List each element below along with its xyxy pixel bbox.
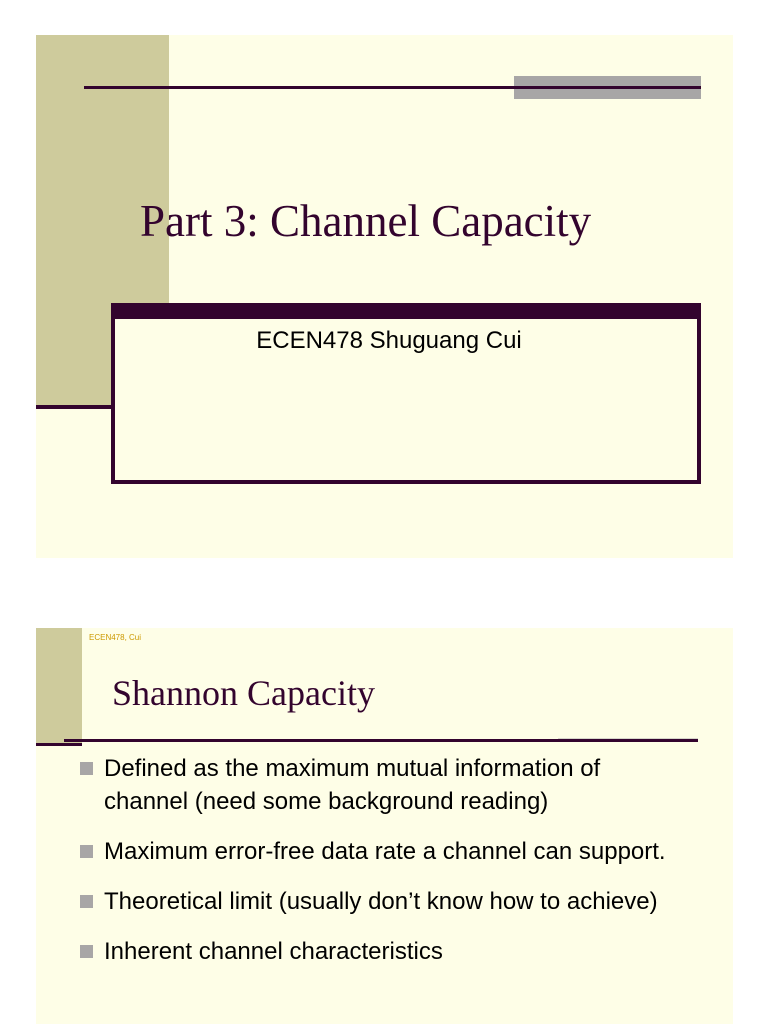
slide-2 (36, 628, 733, 1024)
list-item (80, 835, 680, 868)
left-rule (36, 405, 112, 409)
bullet-text: Defined as the maximum mutual information of channel (need some background reading) (104, 755, 601, 815)
list-item (80, 752, 680, 818)
square-bullet-icon (80, 895, 93, 908)
bullet-list (80, 752, 680, 985)
header-note: ECEN478, Cui (89, 633, 142, 642)
bullet-text: Theoretical limit (usually don’t know how to achieve) (104, 888, 658, 915)
accent-bar-line (514, 86, 701, 89)
side-band (36, 628, 82, 744)
slide-1 (36, 35, 733, 558)
slide-title: Part 3: Channel Capacity (140, 196, 592, 246)
slide-title: Shannon Capacity (112, 673, 375, 713)
bullet-text: Inherent channel characteristics (104, 938, 443, 965)
slide-subtitle: ECEN478 Shuguang Cui (256, 327, 522, 354)
title-rule (64, 739, 698, 742)
square-bullet-icon (80, 762, 93, 775)
bullet-text: Maximum error-free data rate a channel can support. (104, 838, 666, 865)
list-item (80, 885, 680, 918)
square-bullet-icon (80, 845, 93, 858)
subtitle-box (111, 303, 701, 484)
square-bullet-icon (80, 945, 93, 958)
list-item (80, 935, 680, 968)
left-rule (36, 743, 82, 746)
